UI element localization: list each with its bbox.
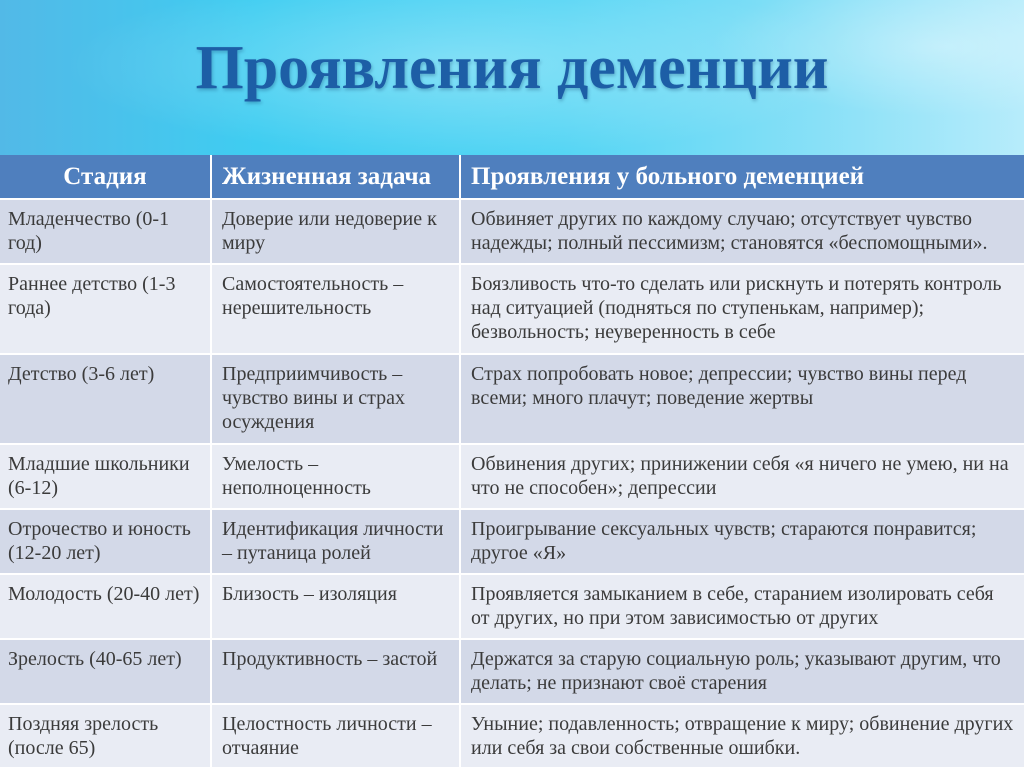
cell-manifestation: Обвиняет других по каждому случаю; отсутствует чувство надежды; полный пессимизм; становятся «беспомощными». (471, 208, 988, 254)
table-row (0, 445, 1024, 510)
header-manifestation: Проявления у больного деменцией (471, 163, 865, 190)
cell-life-task: Идентификация личности – путаница ролей (212, 510, 461, 573)
table-row (0, 200, 1024, 265)
cell-life-task: Доверие или недоверие к миру (212, 200, 461, 263)
cell-manifestation: Страх попробовать новое; депрессии; чувство вины перед всеми; много плачут; поведение жертвы (471, 363, 967, 409)
header-life-task: Жизненная задача (212, 155, 461, 198)
cell-manifestation: Боязливость что-то сделать или рискнуть и потерять контроль над ситуацией (подняться по ступенькам, например); безвольность; неуверенность в себе (471, 273, 1002, 343)
cell-stage: Молодость (20-40 лет) (0, 575, 212, 638)
table-row (0, 265, 1024, 355)
cell-stage: Детство (3-6 лет) (0, 355, 212, 443)
cell-stage: Зрелость (40-65 лет) (0, 640, 212, 703)
title-banner (0, 0, 1024, 155)
page-title: Проявления деменции (195, 34, 829, 102)
cell-stage: Младшие школьники (6-12) (0, 445, 212, 508)
cell-life-task: Самостоятельность – нерешительность (212, 265, 461, 353)
cell-manifestation: Проигрывание сексуальных чувств; стараются понравится; другое «Я» (471, 518, 977, 564)
dementia-table (0, 155, 1024, 767)
cell-stage: Раннее детство (1-3 года) (0, 265, 212, 353)
table-header-row (0, 155, 1024, 200)
cell-stage: Младенчество (0-1 год) (0, 200, 212, 263)
cell-manifestation: Держатся за старую социальную роль; указывают другим, что делать; не признают своё старения (471, 648, 1001, 694)
table-row (0, 510, 1024, 575)
cell-life-task: Предприимчивость – чувство вины и страх осуждения (212, 355, 461, 443)
table-row (0, 575, 1024, 640)
table-row (0, 705, 1024, 767)
cell-life-task: Умелость – неполноценность (212, 445, 461, 508)
cell-manifestation: Проявляется замыканием в себе, старанием изолировать себя от других, но при этом зависимостью от других (471, 583, 994, 629)
cell-stage: Отрочество и юность (12-20 лет) (0, 510, 212, 573)
cell-life-task: Продуктивность – застой (212, 640, 461, 703)
table-row (0, 355, 1024, 445)
cell-life-task: Целостность личности – отчаяние (212, 705, 461, 767)
header-stage: Стадия (0, 155, 212, 198)
cell-manifestation: Обвинения других; принижении себя «я ничего не умею, ни на что не способен»; депрессии (471, 453, 1009, 499)
table-row (0, 640, 1024, 705)
cell-stage: Поздняя зрелость (после 65) (0, 705, 212, 767)
cell-life-task: Близость – изоляция (212, 575, 461, 638)
cell-manifestation: Уныние; подавленность; отвращение к миру; обвинение других или себя за свои собственные ошибки. (471, 713, 1014, 759)
